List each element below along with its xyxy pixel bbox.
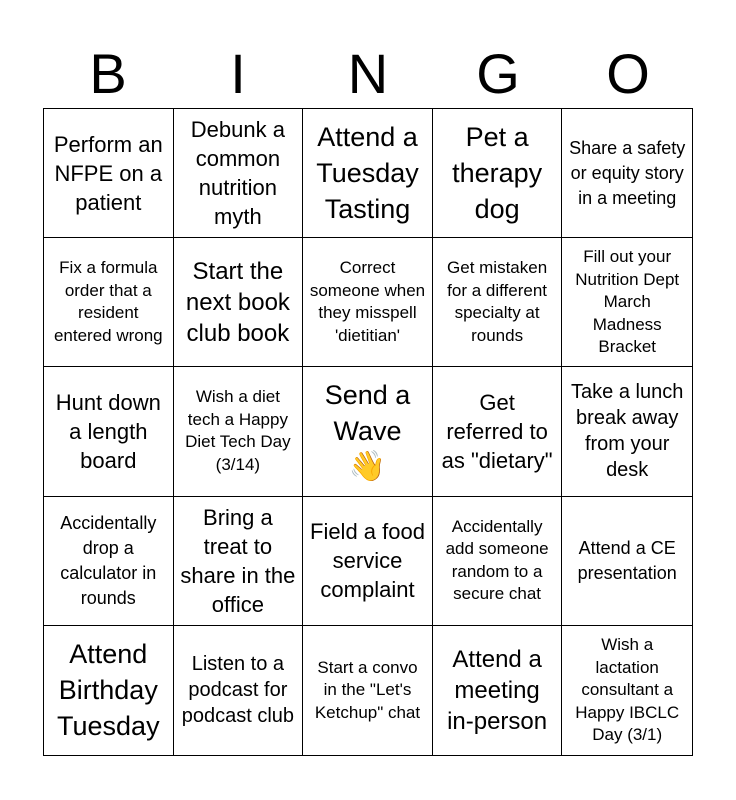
bingo-cell[interactable] [174, 109, 304, 238]
cell-label: Accidentally drop a calculator in rounds [60, 512, 157, 608]
cell-label: Share a safety or equity story in a meeting [569, 137, 686, 208]
bingo-cell[interactable] [174, 367, 304, 496]
header-letter-g: G [476, 42, 520, 105]
bingo-cell[interactable] [433, 367, 563, 496]
bingo-cell[interactable] [44, 238, 174, 367]
bingo-cell[interactable] [433, 109, 563, 238]
bingo-cell[interactable] [44, 367, 174, 496]
cell-label: Attend a CE presentation [577, 537, 677, 583]
bingo-cell[interactable] [433, 626, 563, 755]
cell-label: Fix a formula order that a resident entered wrong [53, 258, 163, 345]
bingo-cell[interactable] [303, 109, 433, 238]
cell-label: Wish a lactation consultant a Happy IBCLC Day (3/1) [575, 635, 680, 745]
bingo-cell[interactable] [562, 238, 692, 367]
cell-label: Correct someone when they misspell 'dietitian' [309, 258, 426, 345]
header-letter-n: N [347, 42, 389, 105]
bingo-cell[interactable] [44, 109, 174, 238]
cell-label: Listen to a podcast for podcast club [181, 653, 295, 728]
bingo-cell[interactable] [562, 367, 692, 496]
cell-label-center [309, 377, 426, 485]
cell-label: Attend a Tuesday Tasting [316, 122, 419, 225]
bingo-cell[interactable] [562, 109, 692, 238]
bingo-cell[interactable] [174, 238, 304, 367]
cell-label: Hunt down a length board [55, 389, 161, 473]
header-letter-o: O [606, 42, 650, 105]
bingo-cell[interactable] [303, 238, 433, 367]
cell-label: Fill out your Nutrition Dept March Madness Bracket [575, 247, 680, 357]
cell-label: Debunk a common nutrition myth [190, 117, 285, 230]
bingo-cell[interactable] [303, 626, 433, 755]
bingo-cell[interactable] [44, 626, 174, 755]
bingo-cell[interactable] [562, 497, 692, 626]
bingo-cell[interactable] [303, 497, 433, 626]
cell-label: Pet a therapy dog [452, 122, 543, 225]
cell-label: Take a lunch break away from your desk [571, 381, 684, 482]
cell-label: Wish a diet tech a Happy Diet Tech Day (3/14) [185, 387, 291, 474]
bingo-cell[interactable] [174, 497, 304, 626]
cell-label: Perform an NFPE on a patient [53, 131, 163, 215]
cell-label: Get referred to as "dietary" [441, 389, 553, 473]
header-letter-b: B [89, 42, 127, 105]
cell-label: Start a convo in the "Let's Ketchup" chat [314, 657, 421, 722]
bingo-board [43, 108, 693, 756]
cell-label: Get mistaken for a different specialty at rounds [447, 258, 548, 345]
cell-label: Attend Birthday Tuesday [57, 639, 160, 742]
cell-label: Start the next book club book [185, 257, 290, 347]
header-letter-i: I [230, 42, 246, 105]
cell-label: Attend a meeting in-person [447, 645, 548, 735]
bingo-cell-free[interactable] [303, 367, 433, 496]
bingo-cell[interactable] [433, 497, 563, 626]
waving-hand-icon: 👋 [348, 450, 387, 484]
cell-label: Send a Wave [324, 380, 411, 447]
bingo-cell[interactable] [433, 238, 563, 367]
bingo-header [43, 40, 693, 108]
bingo-cell[interactable] [44, 497, 174, 626]
cell-label: Field a food service complaint [310, 519, 425, 603]
bingo-cell[interactable] [562, 626, 692, 755]
cell-label: Accidentally add someone random to a secure chat [445, 516, 549, 604]
cell-label: Bring a treat to share in the office [180, 504, 296, 617]
bingo-cell[interactable] [174, 626, 304, 755]
